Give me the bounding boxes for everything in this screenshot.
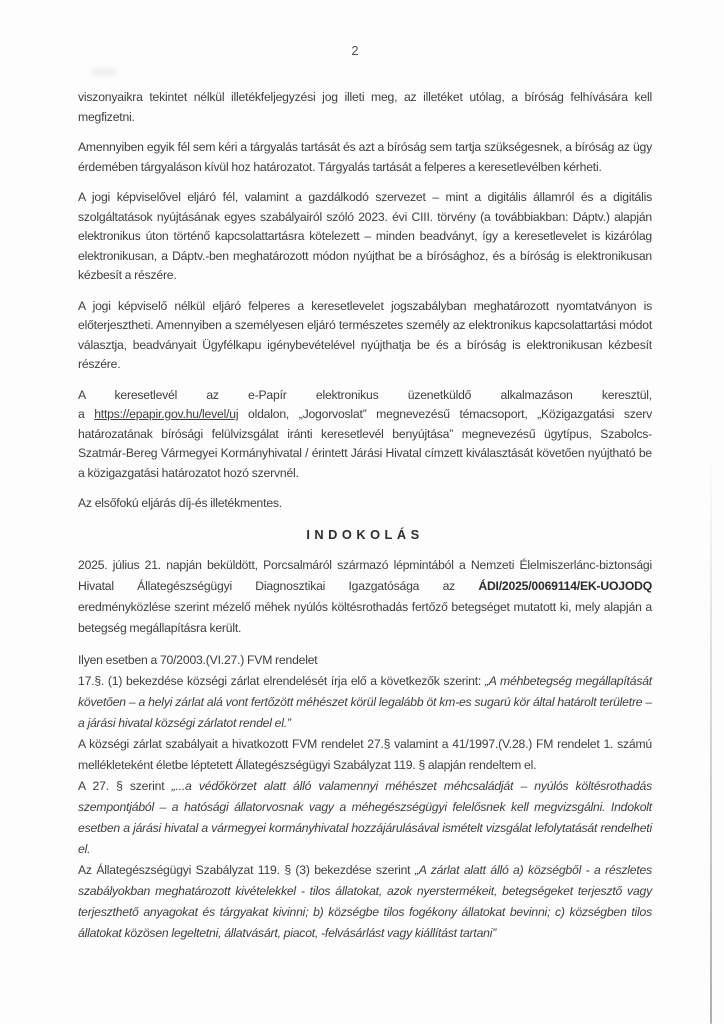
section-heading-indokolas: INDOKOLÁS: [306, 526, 424, 542]
legal-basis-section-27: [78, 776, 652, 860]
paragraph-electronic-filing: A jogi képviselővel eljáró fél, valamint a gazdálkodó szervezet – mint a digitális államról és a digitális szolgáltatások nyújtásának egyes szabályairól szóló 2023. évi CIII. törvény (a továbbiakban: Dáptv.) alapján elektronikus úton történő kapcsolattartásra kötelezett – minden beadványt, így a keresetlevelet is kizárólag elektronikusan, a Dáptv.-ben meghatározott módon nyújthat be a bírósághoz, és a bíróság is elektronikusan kézbesít a részére.: [78, 190, 652, 282]
legal-basis-section-119: [78, 860, 652, 944]
section-27-intro: A 27. § szerint: [78, 779, 172, 793]
epapir-prelink-text: a: [78, 407, 95, 421]
lab-result-rest-text: eredményközlése szerint mézelő méhek nyúlós költésrothadás fertőző betegséget mutatott ki, mely alapján a betegség megállapításra került.: [78, 600, 652, 635]
case-reference-number: ÁDI/2025/0069114/EK-UOJODQ: [478, 579, 653, 593]
lab-result-line-2: [78, 576, 652, 597]
paragraph-epapir-submission: [78, 386, 652, 484]
paragraph-fee-obligation: viszonyaikra tekintet nélkül illetékfeljegyzési jog illeti meg, az illetéket utólag, a bíróság felhívására kell megfizetni.: [78, 90, 652, 124]
section-119-quote: „A zárlat alatt álló a) községből - a részletes szabályokban meghatározott kivételekkel - tilos állatokat, azok nyerstermékeit, betegségeket terjesztő vagy terjeszthető anyagokat és tárgyakat kivinni; b) községbe tilos fogékony állatokat bevinni; c) községben tilos állatokat közösen legeltetni, állatvásárt, piacot, -felvásárlást vagy kiállítást tartani”: [78, 863, 652, 940]
paragraph-filing-without-counsel: A jogi képviselő nélkül eljáró felperes a keresetlevelet jogszabályban meghatározott nyomtatványon is előterjesztheti. Amennyiben a személyesen eljáró természetes személy az elektronikus kapcsolattartási módot választja, beadványait Ügyfélkapu igénybevételével nyújthatja be és a bíróság is elektronikusan kézbesít részére.: [78, 298, 652, 371]
paragraph-lab-result: [78, 555, 652, 639]
epapir-url-link[interactable]: https://epapir.gov.hu/level/uj: [94, 407, 239, 421]
legal-basis-section-17: [78, 671, 652, 734]
epapir-rest-text: oldalon, „Jogorvoslat” megnevezésű témacsoport, „Közigazgatási szerv határozatának bírósági felülvizsgálat iránti keresetlevél benyújtása” megnevezésű ügytípus, Szabolcs-Szatmár-Bereg Vármegyei Kormányhivatal / érintett Járási Hivatal címzett kiválasztását követően nyújtható be a közigazgatási határozatot hozó szervnél.: [78, 407, 653, 480]
lab-result-line-2-text: Hivatal Állategészségügyi Diagnosztikai Igazgatósága az: [78, 579, 456, 593]
section-17-quote: „A méhbetegség megállapítását követően – a helyi zárlat alá vont fertőzött méhészet körül legalább öt km-es sugarú kör által határolt területre – a járási hivatal községi zárlatot rendel el.”: [78, 674, 652, 730]
page-number: 2: [351, 44, 359, 58]
paragraph-fee-exempt: Az elsőfokú eljárás díj-és illetékmentes.: [78, 496, 282, 510]
legal-basis-fvm-decree: Ilyen esetben a 70/2003.(VI.27.) FVM rendelet: [78, 653, 318, 667]
section-17-intro: 17.§. (1) bekezdése községi zárlat elrendelését írja elő a következők szerint:: [78, 674, 485, 688]
legal-basis-closure-rules: A községi zárlat szabályait a hivatkozott FVM rendelet 27.§ valamint a 41/1997.(V.28.) FM rendelet 1. számú mellékleteként életbe léptetett Állategészségügyi Szabályzat 119. § alapján rendeltem el.: [78, 737, 652, 772]
section-27-quote: „...a védőkörzet alatt álló valamennyi méhészet méhcsaládját – nyúlós költésrothadás szempontjából – a hatósági állatorvosnak vagy a méhegészségügyi felelősnek kell megvizsgálni. Indokolt esetben a járási hivatal a vármegyei kormányhivatal hozzájárulásával ismételt vizsgálat lefolytatását rendelheti el.: [78, 779, 652, 856]
scan-smudge-artifact: [90, 68, 118, 76]
paragraph-legal-basis-block: [78, 650, 652, 944]
document-body: [78, 88, 652, 955]
scan-edge-artifact: [710, 450, 712, 1024]
epapir-line-1: A keresetlevél az e-Papír elektronikus üzenetküldő alkalmazáson keresztül,: [78, 387, 652, 402]
paragraph-hearing-request: Amennyiben egyik fél sem kéri a tárgyalás tartását és azt a bíróság sem tartja szükségesnek, a bíróság az ügy érdemében tárgyaláson kívül hoz határozatot. Tárgyalás tartását a felperes a keresetlevélben kérheti.: [78, 140, 652, 174]
lab-result-line-1: 2025. július 21. napján beküldött, Porcsalmáról származó lépmintából a Nemzeti Élelmiszerlánc-biztonsági: [78, 558, 652, 572]
section-119-intro: Az Állategészségügyi Szabályzat 119. § (3) bekezdése szerint: [78, 863, 415, 877]
